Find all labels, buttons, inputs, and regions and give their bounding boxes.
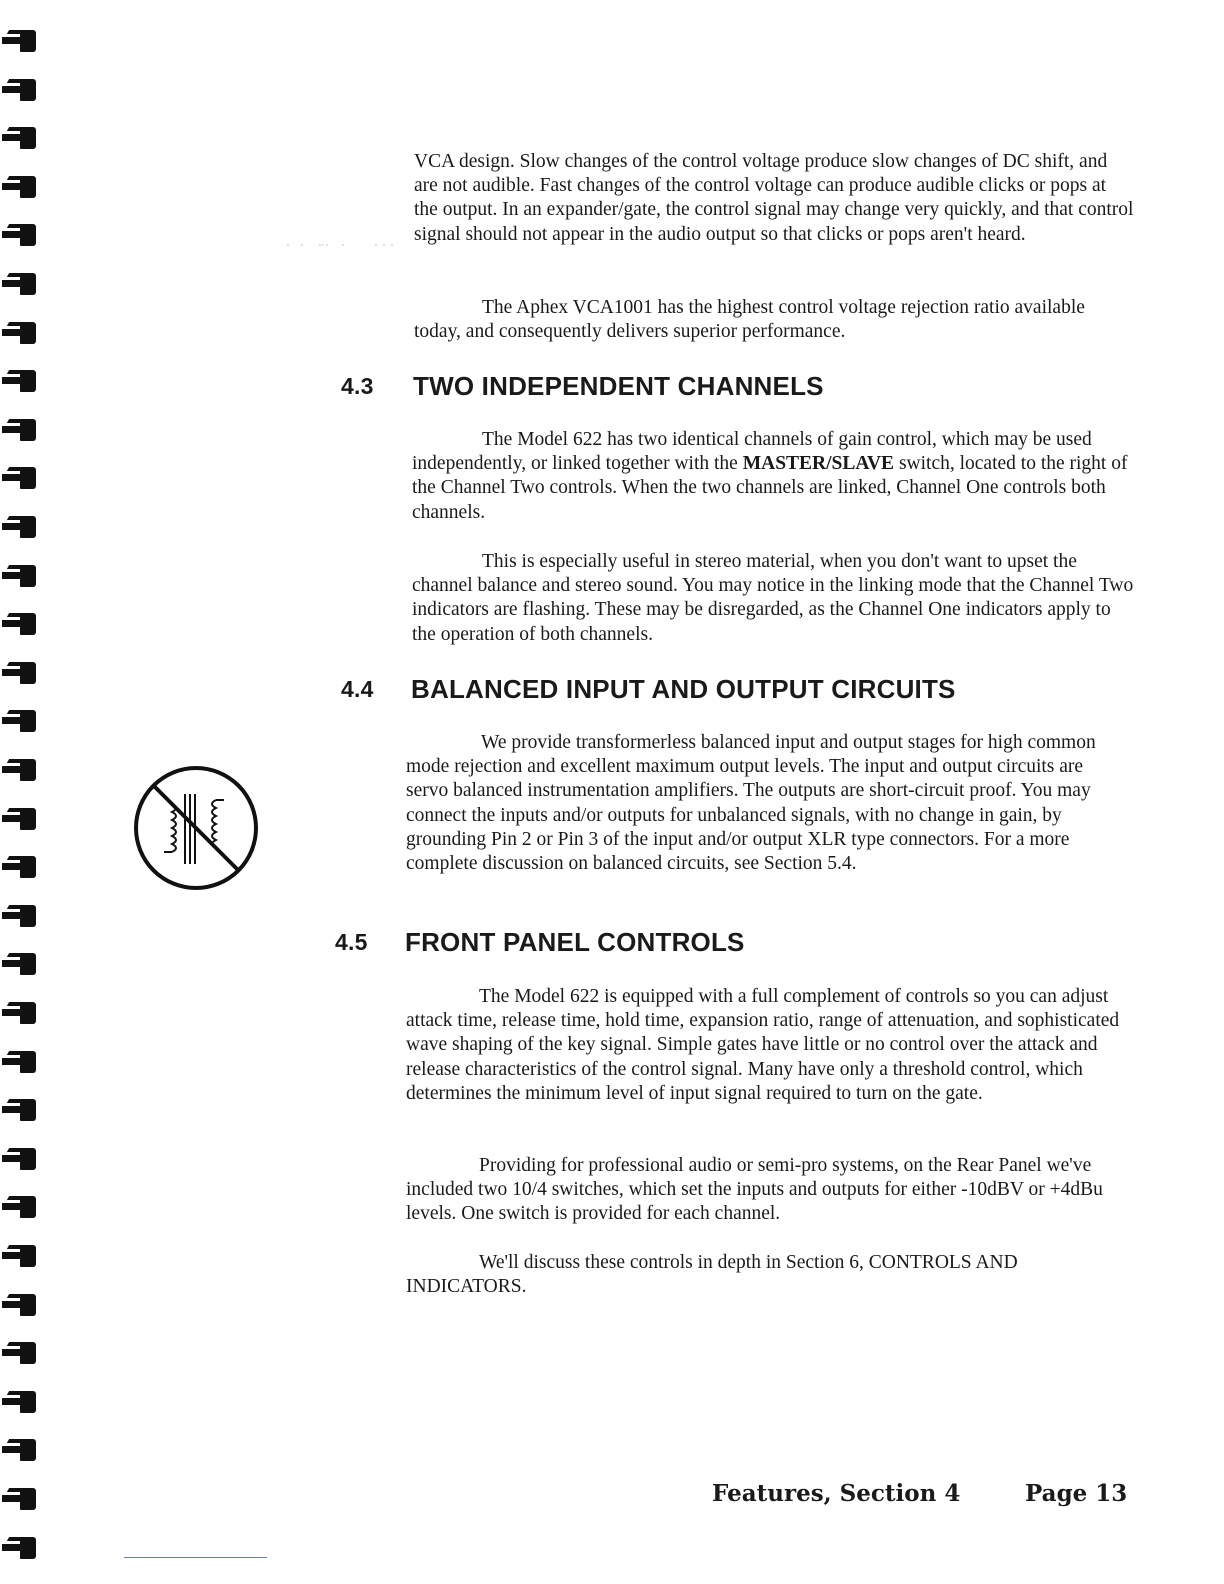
binding-ring	[2, 125, 36, 151]
section-paragraph: The Model 622 is equipped with a full complement of controls so you can adjust attack time, release time, hold time, expansion ratio, range of attenuation, and sophisticated wave shaping of the key signal. Simple gates have little or no control over the attack and release characteristics of the control signal. Many have only a threshold control, which determines the minimum level of input signal required to turn on the gate.	[406, 986, 1120, 1104]
binding-ring	[2, 854, 36, 880]
section-title: TWO INDEPENDENT CHANNELS	[413, 371, 824, 401]
binding-ring	[2, 1146, 36, 1172]
section-title: FRONT PANEL CONTROLS	[405, 927, 745, 957]
binding-ring	[2, 563, 36, 589]
binding-ring	[2, 1000, 36, 1026]
binding-ring	[2, 368, 36, 394]
binding-ring	[2, 708, 36, 734]
binding-ring	[2, 1097, 36, 1123]
binding-ring	[2, 271, 36, 297]
footer-section-label: Features, Section 4	[712, 1480, 961, 1507]
no-transformer-icon	[132, 764, 260, 892]
binding-ring	[2, 611, 36, 637]
section-title: BALANCED INPUT AND OUTPUT CIRCUITS	[411, 674, 956, 704]
binding-ring	[2, 1340, 36, 1366]
binding-ring	[2, 417, 36, 443]
section-paragraph: Providing for professional audio or semi-pro systems, on the Rear Panel we've included two 10/4 switches, which set the inputs and outputs for either -10dBV or +4dBu levels. One switch is provided for each channel.	[406, 1155, 1103, 1225]
scan-dots	[280, 234, 405, 238]
binding-ring	[2, 806, 36, 832]
binding-ring	[2, 1243, 36, 1269]
section-number: 4.5	[335, 929, 368, 955]
binding-ring	[2, 174, 36, 200]
section-paragraph: This is especially useful in stereo material, when you don't want to upset the channel balance and stereo sound. You may notice in the linking mode that the Channel Two indicators are flashing. These may be disregarded, as the Channel One indicators apply to the operation of both channels.	[412, 551, 1134, 645]
binding-ring	[2, 1486, 36, 1512]
binding-ring	[2, 28, 36, 54]
section-paragraph	[412, 428, 1134, 525]
section-paragraph: We'll discuss these controls in depth in Section 6, CONTROLS AND INDICATORS.	[406, 1252, 1018, 1298]
binding-ring	[2, 1292, 36, 1318]
master-slave-label: MASTER/SLAVE	[742, 453, 895, 475]
binding-ring	[2, 903, 36, 929]
intro-paragraph-2: The Aphex VCA1001 has the highest control voltage rejection ratio available today, and consequently delivers superior performance.	[414, 297, 1085, 343]
binding-ring	[2, 757, 36, 783]
binding-ring	[2, 77, 36, 103]
binding-ring	[2, 951, 36, 977]
spiral-binding	[0, 0, 44, 1584]
section-number: 4.3	[341, 373, 374, 399]
binding-ring	[2, 660, 36, 686]
binding-ring	[2, 465, 36, 491]
binding-ring	[2, 514, 36, 540]
text-run: switch, located to the right of the Channel Two controls. When the two channels are linked, Channel One controls both channels.	[412, 453, 1128, 523]
binding-ring	[2, 1389, 36, 1415]
section-number: 4.4	[341, 676, 374, 702]
binding-ring	[2, 222, 36, 248]
binding-ring	[2, 320, 36, 346]
binding-ring	[2, 1194, 36, 1220]
binding-ring	[2, 1049, 36, 1075]
binding-ring	[2, 1437, 36, 1463]
section-paragraph: We provide transformerless balanced input and output stages for high common mode rejection and excellent maximum output levels. The input and output circuits are servo balanced instrumentation amplifiers. The outputs are short-circuit proof. You may connect the inputs and/or outputs for unbalanced signals, with no change in gain, by grounding Pin 2 or Pin 3 of the input and/or output XLR type connectors. For a more complete discussion on balanced circuits, see Section 5.4.	[406, 732, 1096, 875]
intro-paragraph-1: VCA design. Slow changes of the control voltage produce slow changes of DC shift, and are not audible. Fast changes of the control voltage can produce audible clicks or pops at the output. In an expander/gate, the control signal may change very quickly, and that control signal should not appear in the audio output so that clicks or pops aren't heard.	[414, 151, 1134, 245]
page-number: Page 13	[1025, 1480, 1128, 1507]
bottom-rule	[124, 1557, 267, 1558]
text-run: The Model 622 has two identical channels of gain control, which may be used independently, or linked together with the	[412, 429, 1092, 475]
binding-ring	[2, 1535, 36, 1561]
